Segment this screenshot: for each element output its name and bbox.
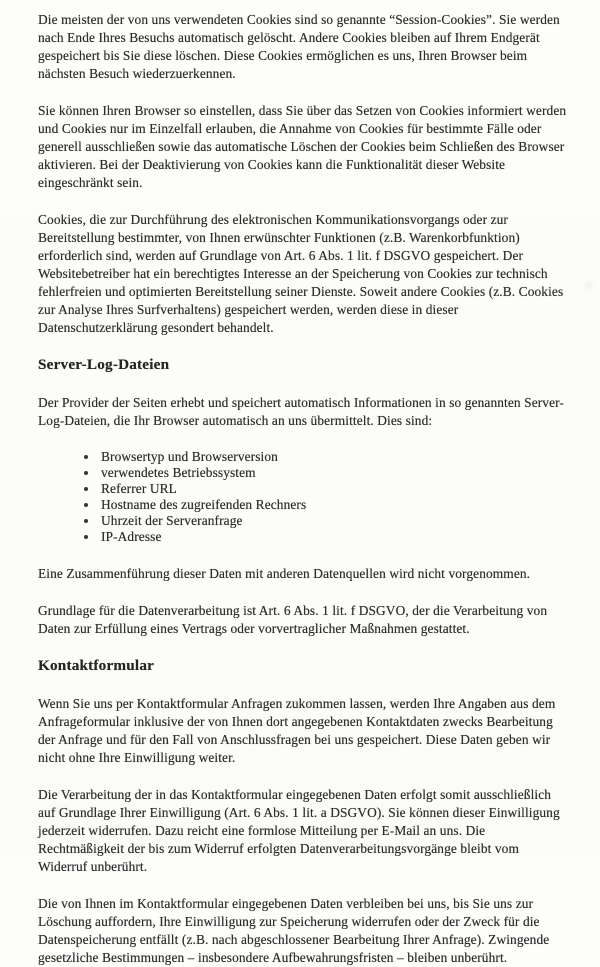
bullet-icon [84,487,88,491]
server-log-items-list [38,449,568,545]
list-item [84,481,568,497]
paragraph-browser-settings: Sie können Ihren Browser so einstellen, dass Sie über das Setzen von Cookies informiert werden und Cookies nur im Einzelfall erlauben, die Annahme von Cookies für bestimmte Fälle oder generell ausschließen sowie das automatische Löschen der Cookies beim Schließen des Browser aktivieren. Bei der Deaktivierung von Cookies kann die Funktionalität dieser Website eingeschränkt sein. [38,103,567,190]
paragraph-no-data-merge: Eine Zusammenführung dieser Daten mit anderen Datenquellen wird nicht vorgenommen. [38,566,531,581]
list-item-label: Hostname des zugreifenden Rechners [101,497,307,512]
list-item [84,465,568,481]
bullet-icon [84,519,88,523]
list-item-label: Browsertyp und Browserversion [101,449,278,464]
paragraph-kontakt-consent: Die Verarbeitung der in das Kontaktformular eingegebenen Daten erfolgt somit ausschließlich auf Grundlage Ihrer Einwilligung (Art. 6 Abs. 1 lit. a DSGVO). Sie können dieser Einwilligung jederzeit widerrufen. Dazu reicht eine formlose Mitteilung per E-Mail an uns. Die Rechtmäßigkeit der bis zum Widerruf erfolgten Datenverarbeitungsvorgänge bleibt vom Widerruf unberührt. [38,787,560,874]
list-item-label: Referrer URL [101,481,177,496]
section-heading-server-log-dateien: Server-Log-Dateien [38,356,170,373]
section-heading-kontaktformular: Kontaktformular [38,657,155,674]
paragraph-processing-basis: Grundlage für die Datenverarbeitung ist Art. 6 Abs. 1 lit. f DSGVO, der die Verarbeitung von Daten zur Erfüllung eines Vertrags oder vorvertraglicher Maßnahmen gestattet. [38,603,548,636]
scan-artifact [55,808,69,814]
scan-artifact [584,283,594,289]
bullet-icon [84,455,88,459]
bullet-icon [84,503,88,507]
list-item [84,497,568,513]
list-item-label: IP-Adresse [101,529,162,544]
paragraph-kontakt-storage: Wenn Sie uns per Kontaktformular Anfragen zukommen lassen, werden Ihre Angaben aus dem Anfrageformular inklusive der von Ihnen dort angegebenen Kontaktdaten zwecks Bearbeitung der Anfrage und für den Fall von Anschlussfragen bei uns gespeichert. Diese Daten geben wir nicht ohne Ihre Einwilligung weiter. [38,696,556,765]
paragraph-kontakt-retention: Die von Ihnen im Kontaktformular eingegebenen Daten verbleiben bei uns, bis Sie uns zur Löschung auffordern, Ihre Einwilligung zur Speicherung widerrufen oder der Zweck für die Datenspeicherung entfällt (z.B. nach abgeschlossener Bearbeitung Ihrer Anfrage). Zwingende gesetzliche Bestimmungen – insbesondere Aufbewahrungsfristen – bleiben unberührt. [38,896,550,965]
bullet-icon [84,535,88,539]
list-item [84,529,568,545]
paragraph-cookies-legal-basis: Cookies, die zur Durchführung des elektronischen Kommunikationsvorgangs oder zur Bereitstellung bestimmter, von Ihnen erwünschter Funktionen (z.B. Warenkorbfunktion) erforderlich sind, werden auf Grundlage von Art. 6 Abs. 1 lit. f DSGVO gespeichert. Der Websitebetreiber hat ein berechtigtes Interesse an der Speicherung von Cookies zur technisch fehlerfreien und optimierten Bereitstellung seiner Dienste. Soweit andere Cookies (z.B. Cookies zur Analyse Ihres Surfverhaltens) gespeichert werden, werden diese in dieser Datenschutzerklärung gesondert behandelt. [38,212,564,335]
list-item-label: verwendetes Betriebssystem [101,465,256,480]
paragraph-session-cookies: Die meisten der von uns verwendeten Cookies sind so genannte “Session-Cookies”. Sie werden nach Ende Ihres Besuchs automatisch gelöscht. Andere Cookies bleiben auf Ihrem Endgerät gespeichert bis Sie diese löschen. Diese Cookies ermöglichen es uns, Ihren Browser beim nächsten Besuch wiederzuerkennen. [38,12,560,81]
list-item [84,449,568,465]
paragraph-server-log-intro: Der Provider der Seiten erhebt und speichert automatisch Informationen in so genannten Server-Log-Dateien, die Ihr Browser automatisch an uns übermittelt. Dies sind: [38,395,564,428]
list-item-label: Uhrzeit der Serveranfrage [101,513,243,528]
list-item [84,513,568,529]
bullet-icon [84,471,88,475]
